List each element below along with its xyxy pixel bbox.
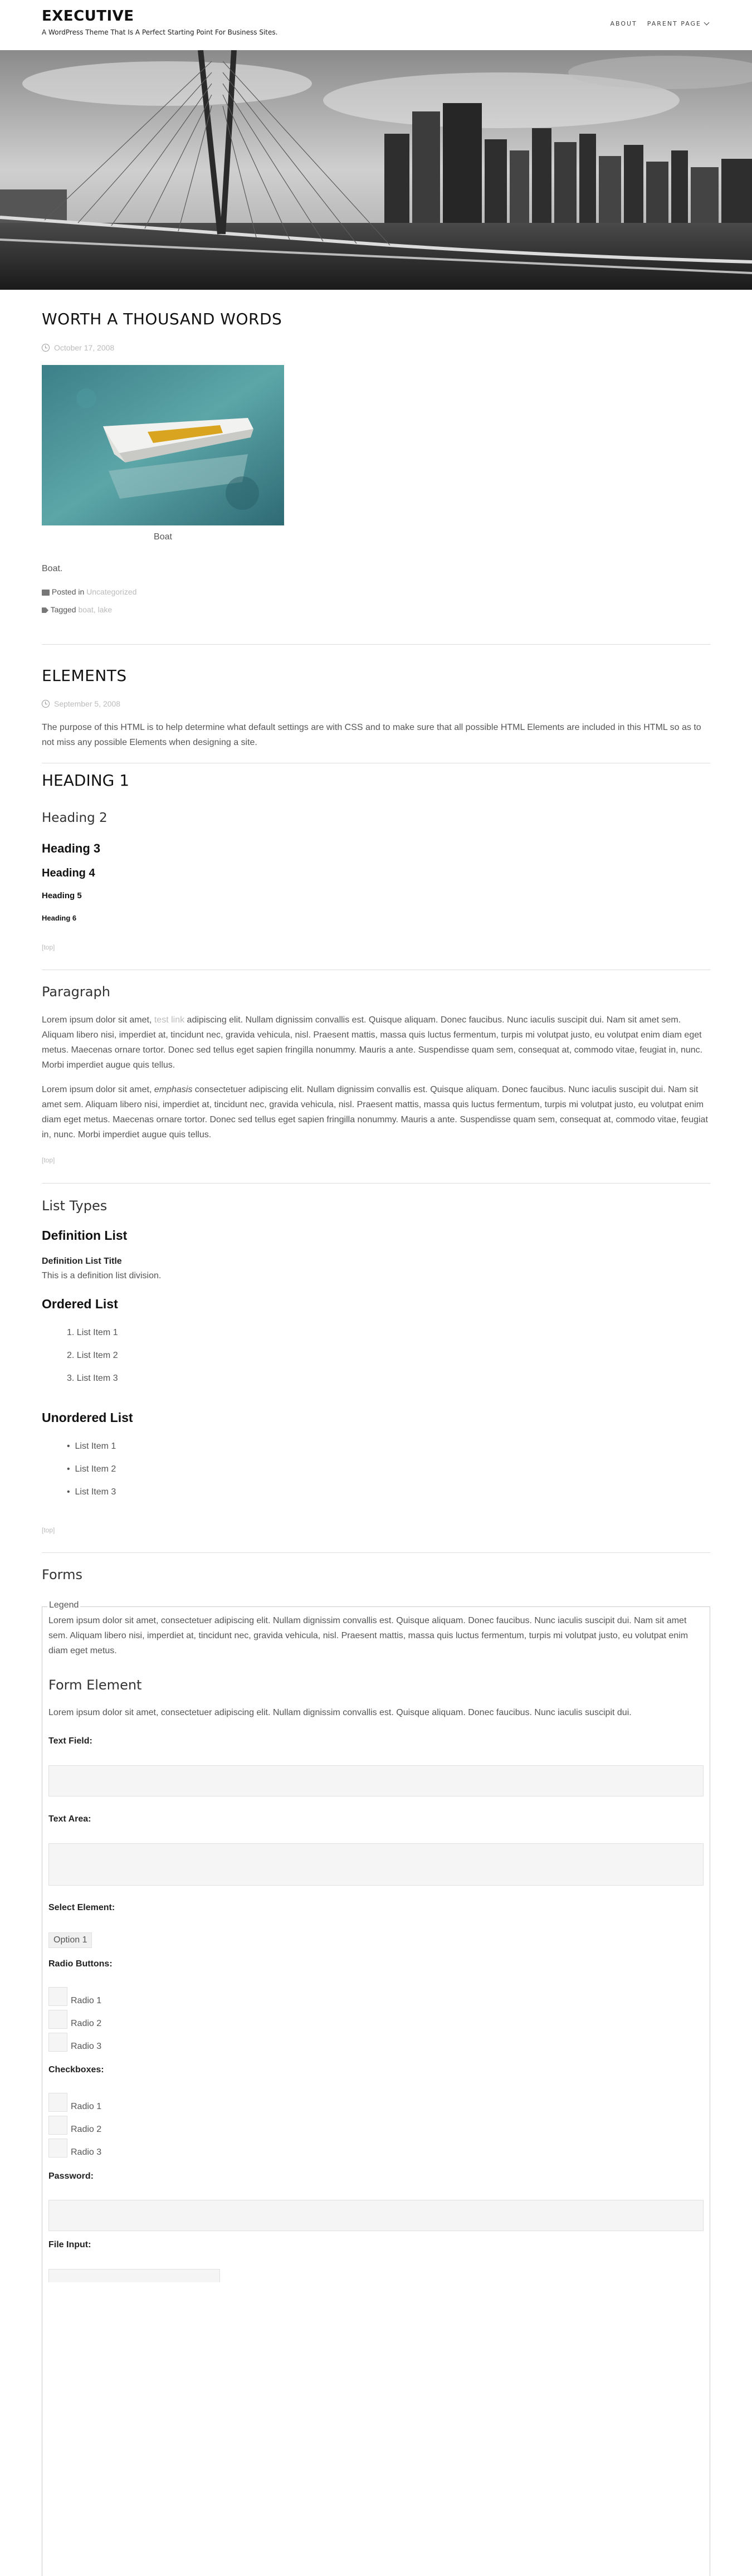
top-link[interactable]: [top] xyxy=(42,1156,55,1164)
tags-links[interactable]: boat, lake xyxy=(78,605,113,614)
list-types-title: List Types xyxy=(42,1198,108,1214)
divider xyxy=(42,644,710,645)
text-area[interactable] xyxy=(48,1843,704,1886)
image-caption: Boat xyxy=(154,532,172,542)
file-input-label: File Input: xyxy=(48,2240,91,2249)
text-area-label: Text Area: xyxy=(48,1814,91,1824)
unordered-item-1: • List Item 1 xyxy=(67,1442,116,1451)
post-category xyxy=(42,587,136,596)
legend-text: Lorem ipsum dolor sit amet, consectetuer adipiscing elit. Nullam dignissim convallis est. Quisque aliquam. Donec faucibus. Nunc iaculis suscipit dui. Nam sit amet sem. Aliquam libero nisi, imperdiet at, tincidunt nec, gravida vehicula, nisl. Praesent mattis, massa quis luctus fermentum, turpis mi volutpat justo, eu volutpat enim diam eget metus. xyxy=(48,1616,688,1655)
test-link[interactable]: test link xyxy=(154,1015,185,1025)
form-element-text: Lorem ipsum dolor sit amet, consectetuer adipiscing elit. Nullam dignissim convallis est. Quisque aliquam. Donec faucibus. Nunc iaculis suscipit dui. xyxy=(48,1708,632,1717)
form-fieldset xyxy=(42,1606,710,2576)
checkbox-option-1[interactable]: Radio 1 xyxy=(48,2093,101,2112)
clock-icon xyxy=(42,344,50,352)
radio-option-3[interactable]: Radio 3 xyxy=(48,2033,101,2052)
divider xyxy=(42,1183,710,1184)
password-field[interactable] xyxy=(48,2200,704,2231)
heading-6: Heading 6 xyxy=(42,914,77,922)
post-date xyxy=(42,343,114,352)
unordered-item-3: • List Item 3 xyxy=(67,1487,116,1497)
nav-item-parent-page[interactable] xyxy=(647,20,709,27)
main-nav xyxy=(610,20,709,27)
paragraph-2: Lorem ipsum dolor sit amet, emphasis consectetuer adipiscing elit. Nullam dignissim convallis est. Quisque aliquam. Donec faucibus. Nunc iaculis suscipit dui. Nam sit amet sem. Aliquam libero nisi, imperdiet at, tincidunt nec, gravida vehicula, nisl. Praesent mattis, massa quis luctus fermentum, turpis mi volutpat justo, eu volutpat enim diam eget metus. Maecenas ornare tortor. Donec sed tellus eget sapien fringilla nonummy. Mauris a ante. Suspendisse quam sem, consequat at, commodo vitae, feugiat in, nunc. Morbi imperdiet augue quis tellus. xyxy=(42,1085,708,1140)
tag-icon xyxy=(42,607,48,613)
checkbox[interactable] xyxy=(48,2139,67,2158)
password-label: Password: xyxy=(48,2171,94,2181)
ordered-item-3: 3. List Item 3 xyxy=(67,1374,118,1383)
radio-option-2[interactable]: Radio 2 xyxy=(48,2010,101,2029)
site-header xyxy=(0,0,752,50)
ordered-item-2: 2. List Item 2 xyxy=(67,1351,118,1360)
ordered-list-title: Ordered List xyxy=(42,1297,118,1311)
heading-4: Heading 4 xyxy=(42,867,95,879)
boat-image[interactable] xyxy=(42,365,284,525)
file-input[interactable] xyxy=(48,2269,220,2282)
ordered-item-1: 1. List Item 1 xyxy=(67,1328,118,1337)
heading-1: HEADING 1 xyxy=(42,771,130,790)
heading-3: Heading 3 xyxy=(42,841,101,855)
nav-label: ABOUT xyxy=(610,20,637,27)
checkbox-option-2[interactable]: Radio 2 xyxy=(48,2116,101,2135)
heading-5: Heading 5 xyxy=(42,891,82,900)
top-link[interactable]: [top] xyxy=(42,943,55,951)
nav-item-about[interactable] xyxy=(610,20,637,27)
checkbox[interactable] xyxy=(48,2093,67,2112)
form-legend: Legend xyxy=(47,1600,80,1610)
checkbox[interactable] xyxy=(48,2116,67,2135)
heading-2: Heading 2 xyxy=(42,811,108,825)
paragraph-1: Lorem ipsum dolor sit amet, test link adipiscing elit. Nullam dignissim convallis est. Quisque aliquam. Donec faucibus. Nunc iaculis suscipit dui. Nam sit amet sem. Aliquam libero nisi, imperdiet at, tincidunt nec, gravida vehicula, nisl. Praesent mattis, massa quis luctus fermentum, turpis mi volutpat justo, eu volutpat enim diam eget metus. Maecenas ornare tortor. Donec sed tellus eget sapien fringilla nonummy. Mauris a ante. Suspendisse quam sem, consequat at, commodo vitae, feugiat in, nunc. Morbi imperdiet augue quis tellus. xyxy=(42,1015,703,1070)
definition-list-title: Definition List xyxy=(42,1228,128,1243)
checkbox-option-3[interactable]: Radio 3 xyxy=(48,2139,101,2158)
post-tags xyxy=(42,605,112,614)
folder-icon xyxy=(42,590,50,596)
top-link[interactable]: [top] xyxy=(42,1526,55,1534)
select-label: Select Element: xyxy=(48,1903,115,1912)
post-title[interactable]: ELEMENTS xyxy=(42,666,127,685)
date-link[interactable]: September 5, 2008 xyxy=(54,699,121,708)
form-element-title: Form Element xyxy=(48,1677,142,1693)
definition-term: Definition List Title xyxy=(42,1257,122,1266)
radio-label: Radio Buttons: xyxy=(48,1959,113,1969)
posted-in-label: Posted in xyxy=(51,587,85,596)
category-link[interactable]: Uncategorized xyxy=(86,587,137,596)
post-title[interactable]: WORTH A THOUSAND WORDS xyxy=(42,310,282,328)
radio-button[interactable] xyxy=(48,1987,67,2006)
site-tagline: A WordPress Theme That Is A Perfect Starting Point For Business Sites. xyxy=(42,28,278,36)
post-excerpt: Boat. xyxy=(42,564,63,573)
hero-image xyxy=(0,50,752,290)
unordered-list-title: Unordered List xyxy=(42,1410,133,1425)
site-title[interactable]: EXECUTIVE xyxy=(42,8,134,25)
radio-option-1[interactable]: Radio 1 xyxy=(48,1987,101,2006)
checkbox-label: Checkboxes: xyxy=(48,2065,104,2075)
paragraph-title: Paragraph xyxy=(42,984,110,1000)
nav-label: PARENT PAGE xyxy=(647,20,701,27)
clock-icon xyxy=(42,700,50,708)
date-link[interactable]: October 17, 2008 xyxy=(54,343,115,352)
chevron-down-icon xyxy=(704,20,710,26)
radio-button[interactable] xyxy=(48,2010,67,2029)
tagged-label: Tagged xyxy=(50,605,76,614)
forms-title: Forms xyxy=(42,1567,82,1582)
radio-button[interactable] xyxy=(48,2033,67,2052)
text-field[interactable] xyxy=(48,1765,704,1796)
text-field-label: Text Field: xyxy=(48,1736,92,1746)
post-date xyxy=(42,699,120,708)
definition-description: This is a definition list division. xyxy=(42,1271,162,1280)
unordered-item-2: • List Item 2 xyxy=(67,1464,116,1474)
divider xyxy=(42,1552,710,1553)
emphasis-text: emphasis xyxy=(154,1085,193,1094)
post-intro: The purpose of this HTML is to help determine what default settings are with CSS and to make sure that all possible HTML Elements are included in this HTML so as to not miss any possible Elements when designing a site. xyxy=(42,723,701,747)
select-element[interactable]: Option 1 xyxy=(48,1932,92,1948)
